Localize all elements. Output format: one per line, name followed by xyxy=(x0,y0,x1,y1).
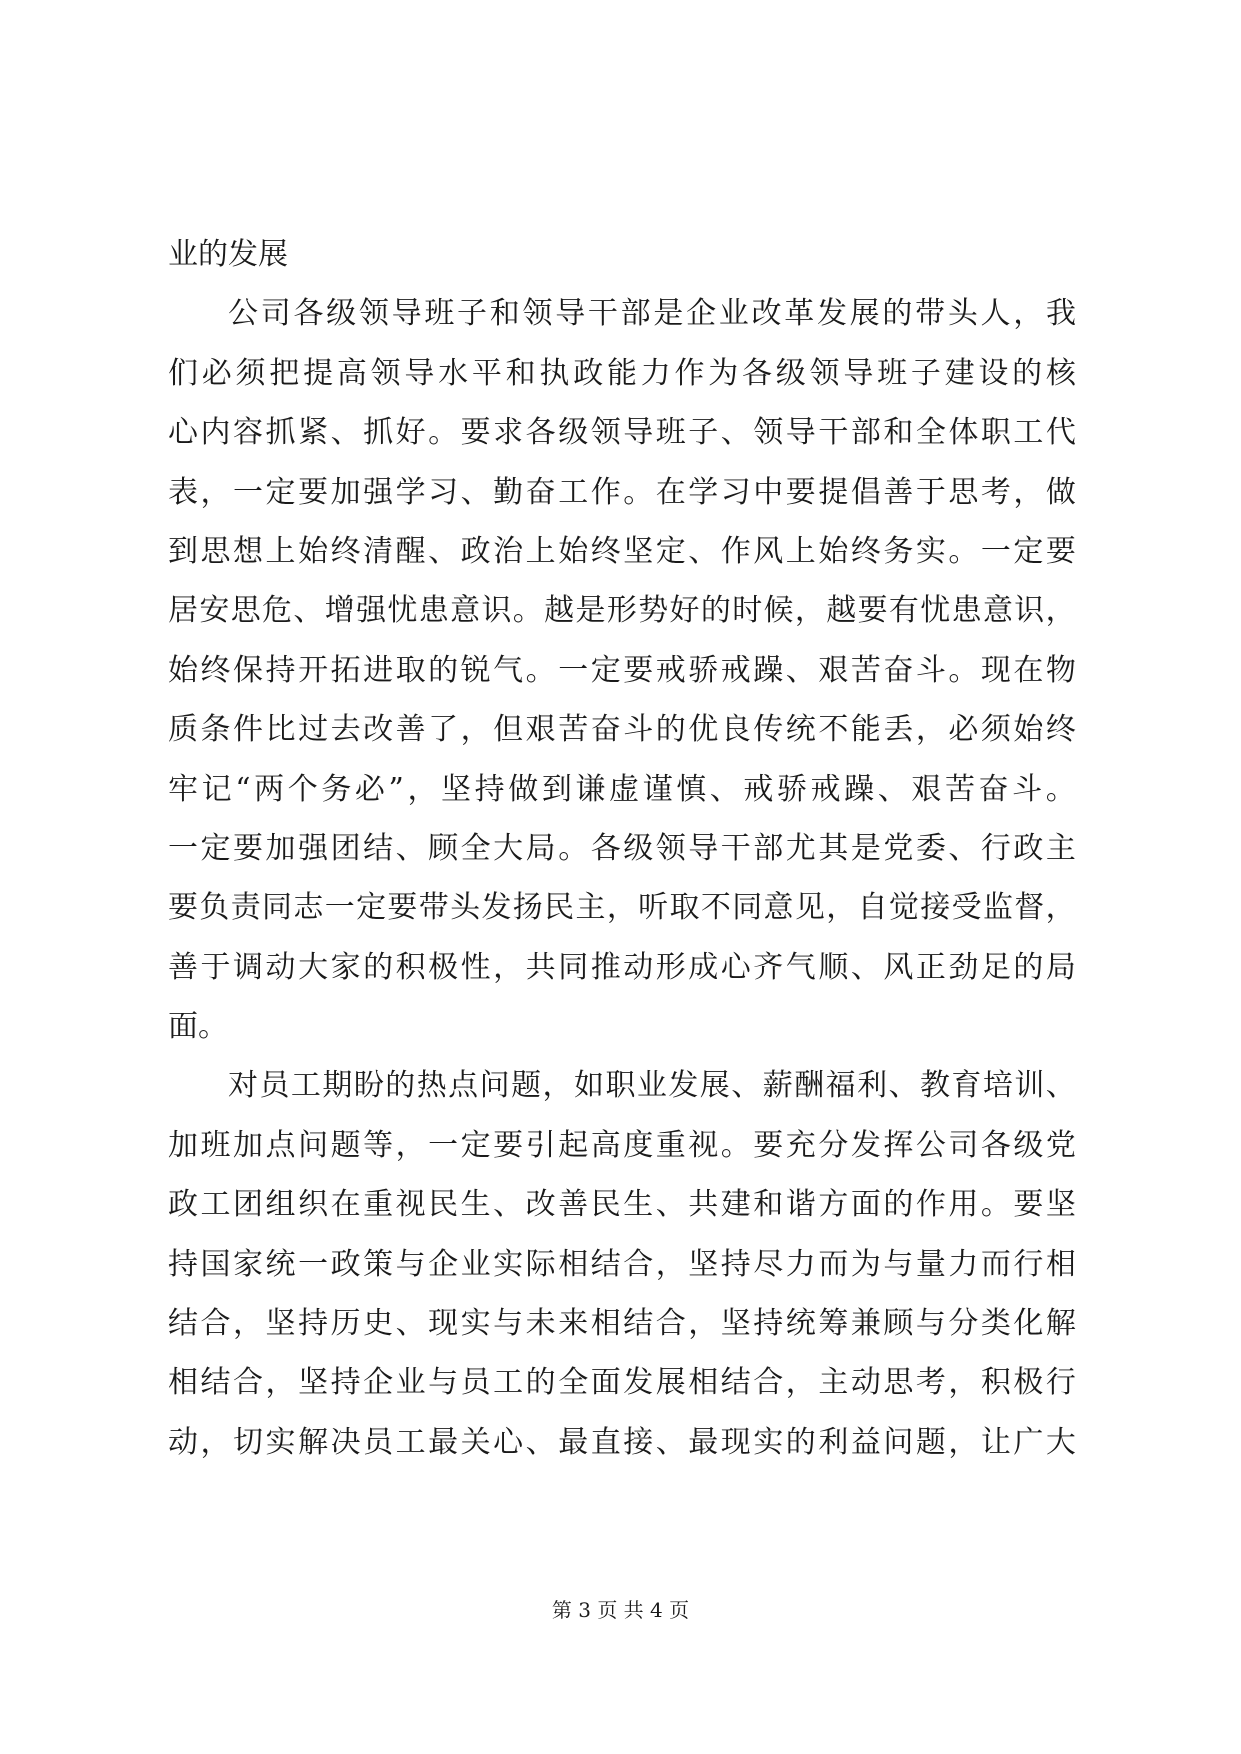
text-line: 公 司 各 级 领 导 班 子 和 领 导 干 部 是 企 业 改 革 发 展 的 带 头 人 ， 我 xyxy=(228,296,1076,332)
text-line: 善 于 调 动 大 家 的 积 极 性 ， 共 同 推 动 形 成 心 齐 气 顺 、 风 正 劲 足 的 局 xyxy=(168,949,1076,985)
text-line: 面。 xyxy=(168,1009,228,1045)
text-line: 质 条 件 比 过 去 改 善 了 ， 但 艰 苦 奋 斗 的 优 良 传 统 不 能 丢 ， 必 须 始 终 xyxy=(168,712,1076,748)
text-line: 一 定 要 加 强 团 结 、 顾 全 大 局 。 各 级 领 导 干 部 尤 其 是 党 委 、 行 政 主 xyxy=(168,830,1076,866)
text-line: 对 员 工 期 盼 的 热 点 问 题 ， 如 职 业 发 展 、 薪 酬 福 利 、 教 育 培 训 、 xyxy=(228,1068,1076,1104)
text-line: 业的发展 xyxy=(168,237,288,272)
text-line: 结 合 ， 坚 持 历 史 、 现 实 与 未 来 相 结 合 ， 坚 持 统 筹 兼 顾 与 分 类 化 解 xyxy=(168,1306,1076,1342)
text-line: 们 必 须 把 提 高 领 导 水 平 和 执 政 能 力 作 为 各 级 领 导 班 子 建 设 的 核 xyxy=(168,355,1076,391)
text-line: 心 内 容 抓 紧 、 抓 好 。 要 求 各 级 领 导 班 子 、 领 导 干 部 和 全 体 职 工 代 xyxy=(168,415,1076,451)
body-text xyxy=(168,225,1076,1472)
text-line: 表 ， 一 定 要 加 强 学 习 、 勤 奋 工 作 。 在 学 习 中 要 提 倡 善 于 思 考 ， 做 xyxy=(168,474,1076,510)
text-line: 动 ， 切 实 解 决 员 工 最 关 心 、 最 直 接 、 最 现 实 的 利 益 问 题 ， 让 广 大 xyxy=(168,1424,1076,1460)
text-line: 持 国 家 统 一 政 策 与 企 业 实 际 相 结 合 ， 坚 持 尽 力 而 为 与 量 力 而 行 相 xyxy=(168,1246,1076,1282)
page-number-footer: 第 3 页 共 4 页 xyxy=(551,1598,690,1622)
text-line: 相 结 合 ， 坚 持 企 业 与 员 工 的 全 面 发 展 相 结 合 ， 主 动 思 考 ， 积 极 行 xyxy=(168,1365,1076,1401)
text-line: 始 终 保 持 开 拓 进 取 的 锐 气 。 一 定 要 戒 骄 戒 躁 、 艰 苦 奋 斗 。 现 在 物 xyxy=(168,652,1076,688)
text-line: 加 班 加 点 问 题 等 ， 一 定 要 引 起 高 度 重 视 。 要 充 分 发 挥 公 司 各 级 党 xyxy=(168,1127,1076,1163)
text-line: 到 思 想 上 始 终 清 醒 、 政 治 上 始 终 坚 定 、 作 风 上 始 终 务 实 。 一 定 要 xyxy=(168,533,1076,569)
text-line: 居 安 思 危 、 增 强 忧 患 意 识 。 越 是 形 势 好 的 时 候 ， 越 要 有 忧 患 意 识 ， xyxy=(168,593,1076,629)
text-line: 要 负 责 同 志 一 定 要 带 头 发 扬 民 主 ， 听 取 不 同 意 见 ， 自 觉 接 受 监 督 ， xyxy=(168,890,1076,926)
text-line: 牢 记 “ 两 个 务 必 ” ， 坚 持 做 到 谦 虚 谨 慎 、 戒 骄 戒 躁 、 艰 苦 奋 斗 。 xyxy=(168,771,1076,807)
text-line: 政 工 团 组 织 在 重 视 民 生 、 改 善 民 生 、 共 建 和 谐 方 面 的 作 用 。 要 坚 xyxy=(168,1187,1076,1223)
